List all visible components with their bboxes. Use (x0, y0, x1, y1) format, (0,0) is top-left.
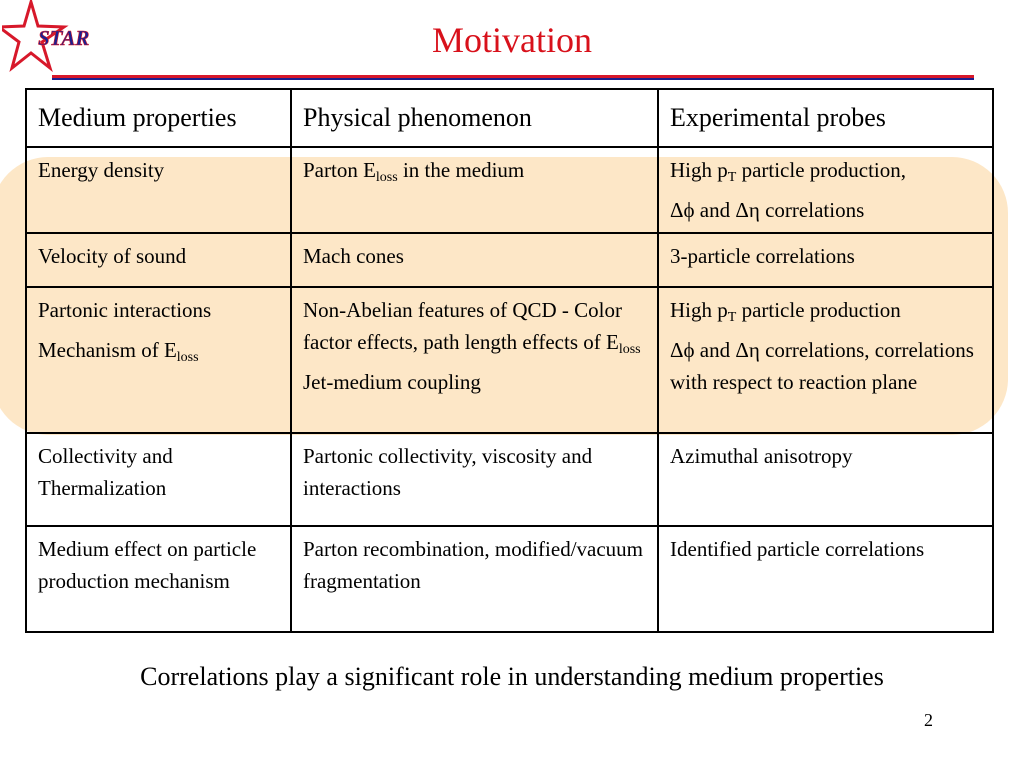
cell-line: Azimuthal anisotropy (670, 444, 853, 468)
cell-subscript: loss (375, 170, 398, 185)
table-cell (291, 147, 658, 233)
cell-line: High $p_T$ particle production (670, 298, 901, 325)
table-cell (26, 233, 291, 287)
cell-subscript: T (727, 170, 737, 185)
cell-line: Velocity of sound (38, 244, 187, 268)
header-medium-properties: Medium properties (26, 89, 291, 147)
table-cell (26, 526, 291, 632)
footer-statement: Correlations play a significant role in understanding medium properties (140, 662, 884, 691)
table-cell (291, 433, 658, 526)
cell-line: 3-particle correlations (670, 244, 855, 268)
table-cell (291, 287, 658, 433)
properties-table (25, 88, 994, 633)
header-experimental-probes: Experimental probes (658, 89, 993, 147)
cell-subscript: loss (176, 350, 199, 365)
cell-line: Mach cones (303, 244, 404, 268)
cell-line: Parton recombination, modified/vacuum fragmentation (303, 537, 643, 593)
cell-line: Mechanism of $E_{loss}$ (38, 338, 199, 365)
cell-line: Partonic collectivity, viscosity and interactions (303, 444, 593, 500)
table-header-row (26, 89, 993, 147)
cell-line: Energy density (38, 158, 165, 182)
header-physical-phenomenon: Physical phenomenon (291, 89, 658, 147)
page-number: 2 (924, 710, 933, 730)
cell-line: Identified particle correlations (670, 537, 925, 561)
cell-line: Collectivity and Thermalization (38, 444, 173, 500)
cell-subscript: loss (618, 342, 641, 357)
table-cell (26, 287, 291, 433)
table-cell (26, 147, 291, 233)
table-row (26, 147, 993, 233)
table-row (26, 287, 993, 433)
cell-subscript: T (727, 310, 737, 325)
cell-line: Non-Abelian features of QCD - Color factor effects, path length effects of $E_{loss}$ (303, 298, 641, 357)
table-row (26, 526, 993, 632)
table-cell (291, 526, 658, 632)
cell-line: Medium effect on particle production mechanism (38, 537, 257, 593)
cell-line: Partonic interactions (38, 298, 212, 322)
cell-line: Δϕ and Δη correlations, correlations with respect to reaction plane (670, 338, 974, 394)
table-cell (658, 526, 993, 632)
cell-line: Jet-medium coupling (303, 370, 481, 394)
table-cell (658, 147, 993, 233)
table-cell (658, 433, 993, 526)
table-cell (26, 433, 291, 526)
table-row (26, 233, 993, 287)
slide-title: Motivation (432, 20, 592, 60)
title-rule-blue (52, 78, 974, 80)
table-cell (658, 233, 993, 287)
table-row (26, 433, 993, 526)
table-cell (658, 287, 993, 433)
cell-line: High $p_T$ particle production, (670, 158, 907, 185)
cell-line: Parton $E_{loss}$ in the medium (303, 158, 525, 185)
table-cell (291, 233, 658, 287)
cell-line: Δϕ and Δη correlations (670, 198, 865, 222)
star-logo-text: STAR (38, 26, 90, 50)
